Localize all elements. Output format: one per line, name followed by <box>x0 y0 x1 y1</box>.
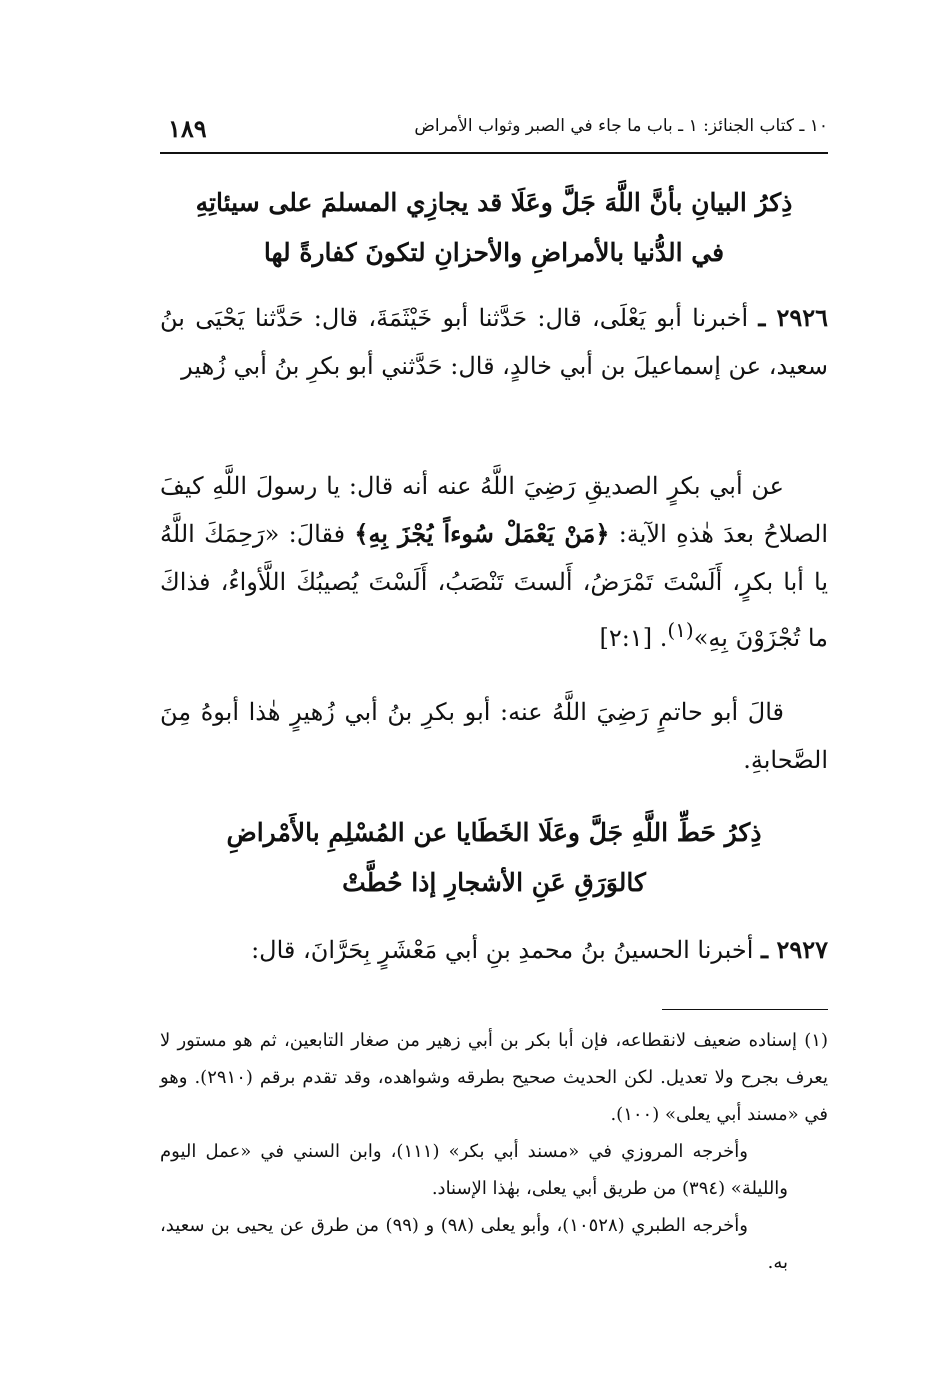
footnotes <box>160 1022 828 1281</box>
reference-tag: [٢:١] <box>599 624 653 652</box>
footnote-rule <box>662 1009 828 1010</box>
footnote-item <box>160 1022 828 1133</box>
footnote-text: إسناده ضعيف لانقطاعه، فإن أبا بكر بن أبي زهير من صغار التابعين، ثم هو مستور لا يعرف بجرح ولا تعديل. لكن الحديث صحيح بطرقه وشواهده، وقد تقدم برقم (٢٩١٠). وهو في «مسند أبي يعلى» (١٠٠). <box>160 1030 828 1125</box>
running-header <box>160 108 828 152</box>
section-heading-2 <box>160 808 828 908</box>
chapter-title: ١٠ ـ كتاب الجنائز: ١ ـ باب ما جاء في الصبر وثواب الأمراض <box>414 116 828 136</box>
isnad-text: أخبرنا أبو يَعْلَى، قال: حَدَّثنا أبو خَيْثَمَةَ، قال: حَدَّثنا يَحْيَى بنُ سعيد، عن إسماعيلَ بن أبي خالدٍ، قال: حَدَّثني أبو بكرِ بنُ أبي زُهير <box>160 304 828 380</box>
matn-text: عن أبي بكرٍ الصديقِ رَضِيَ اللَّهُ عنه أنه قال: يا رسولَ اللَّهِ كيفَ الصلاحُ بعدَ هٰذهِ الآية: <box>160 472 828 548</box>
comment-text: قالَ أبو حاتمٍ رَضِيَ اللَّهُ عنه: أبو بكرِ بنُ أبي زُهيرٍ هٰذا أبوهُ مِنَ الصَّحابةِ. <box>160 698 828 774</box>
heading-line: كالوَرَقِ عَنِ الأشجارِ إذا حُطَّتْ <box>342 868 646 897</box>
hadith-2926-matn: عن أبي بكرٍ الصديقِ رَضِيَ اللَّهُ عنه أنه قال: يا رسولَ اللَّهِ كيفَ الصلاحُ بعدَ هٰذهِ الآية: ﴿مَنْ يَعْمَلْ سُوءاً يُجْزَ بِهِ﴾ فقالَ: «رَحِمَكَ اللَّهُ يا أبا بكرٍ، أَلَسْتَ تَمْرَضُ، أَلستَ تَنْصَبُ، أَلَسْتَ يُصيبُكَ اللَّأواءُ، فذاكَ ما تُجْزَوْنَ بِهِ»$^{(١)}$. [٢:١] <box>160 472 828 652</box>
editor-comment <box>160 688 828 784</box>
matn-text: فقالَ: «رَحِمَكَ اللَّهُ يا أبا بكرٍ، أَلَسْتَ تَمْرَضُ، أَلستَ تَنْصَبُ، أَلَسْتَ يُصيبُكَ اللَّأواءُ، فذاكَ ما تُجْزَوْنَ بِهِ» <box>160 520 828 652</box>
heading-line: ذِكرُ البيانِ بأنَّ اللَّهَ جَلَّ وعَلَا قد يجازِي المسلمَ على سيئاتِهِ <box>195 188 793 217</box>
page-number: ١٨٩ <box>168 114 207 143</box>
hadith-number: ٢٩٢٦ ـ <box>758 303 829 332</box>
hadith-number: ٢٩٢٧ ـ <box>761 935 828 964</box>
footnote-text: وأخرجه الطبري (١٠٥٢٨)، وأبو يعلى (٩٨) و (٩٩) من طرق عن يحيى بن سعيد، به. <box>160 1215 788 1273</box>
isnad-text: أخبرنا الحسينُ بنُ محمدِ بنِ أبي مَعْشَرٍ بِحَرَّانَ، قال: <box>251 936 754 964</box>
heading-line: ذِكرُ حَطِّ اللَّهِ جَلَّ وعَلَا الخَطَايا عن المُسْلِمِ بالأَمْراضِ <box>226 818 762 847</box>
heading-line: في الدُّنيا بالأمراضِ والأحزانِ لتكونَ كفارةً لها <box>263 238 725 267</box>
footnote-text: وأخرجه المروزي في «مسند أبي بكر» (١١١)، وابن السني في «عمل اليوم والليلة» (٣٩٤) من طريق أبي يعلى، بهٰذا الإسناد. <box>160 1141 788 1199</box>
footnote-marker: (١) <box>804 1030 828 1051</box>
footnote-mark: (١) <box>667 618 694 642</box>
hadith-2927-isnad <box>160 926 828 974</box>
hadith-2926-isnad <box>160 294 828 390</box>
quran-verse: ﴿مَنْ يَعْمَلْ سُوءاً يُجْزَ بِهِ﴾ <box>354 519 610 548</box>
section-heading-1 <box>160 178 828 278</box>
header-rule <box>160 152 828 154</box>
